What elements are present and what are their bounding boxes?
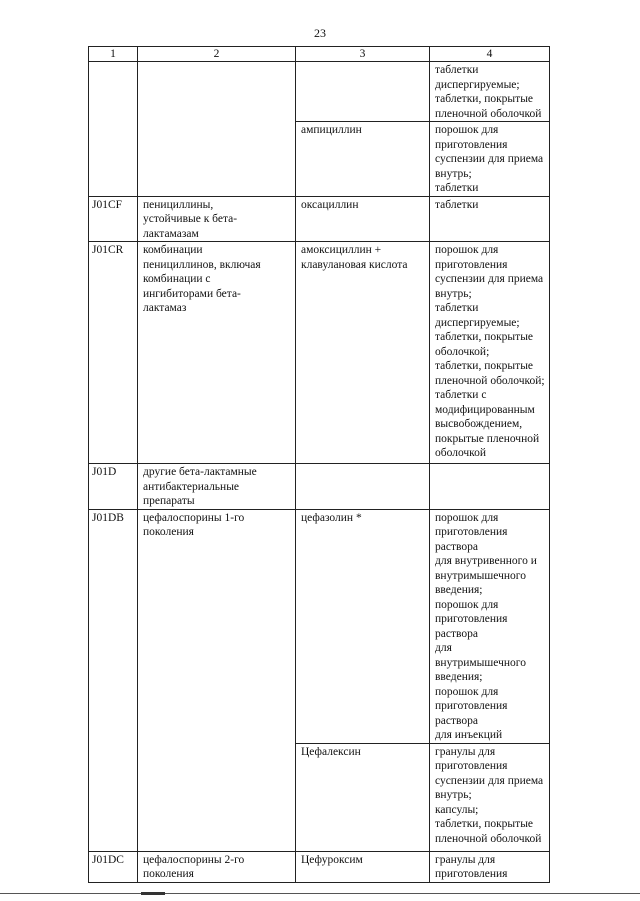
group-cell bbox=[138, 62, 296, 197]
drug-name-cell: Цефуроксим bbox=[296, 851, 430, 882]
table-row bbox=[89, 242, 550, 464]
group-cell: другие бета-лактамные антибактериальные препараты bbox=[138, 464, 296, 510]
dosage-forms-cell: гранулы для приготовления bbox=[430, 851, 550, 882]
table-row bbox=[89, 62, 550, 122]
drug-table bbox=[88, 46, 550, 883]
dosage-forms-cell: таблетки диспергируемые; таблетки, покрытые пленочной оболочкой bbox=[430, 62, 550, 122]
atc-code-cell: J01DB bbox=[89, 509, 138, 851]
dosage-forms-cell: таблетки bbox=[430, 196, 550, 242]
page-bottom-rule bbox=[0, 893, 640, 894]
column-header-3: 3 bbox=[296, 47, 430, 62]
page-bottom-mark bbox=[141, 892, 165, 895]
table-row bbox=[89, 509, 550, 743]
column-header-2: 2 bbox=[138, 47, 296, 62]
column-header-1: 1 bbox=[89, 47, 138, 62]
group-cell: цефалоспорины 1-го поколения bbox=[138, 509, 296, 851]
atc-code-cell: J01CF bbox=[89, 196, 138, 242]
dosage-forms-cell bbox=[430, 464, 550, 510]
atc-code-cell: J01CR bbox=[89, 242, 138, 464]
atc-code-cell: J01D bbox=[89, 464, 138, 510]
group-cell: комбинации пенициллинов, включая комбинации с ингибиторами бета- лактамаз bbox=[138, 242, 296, 464]
drug-name-cell: Цефалексин bbox=[296, 743, 430, 851]
drug-name-cell: ампициллин bbox=[296, 122, 430, 197]
dosage-forms-cell: порошок для приготовления суспензии для приема внутрь; таблетки bbox=[430, 122, 550, 197]
page-number: 23 bbox=[314, 26, 326, 40]
table-row bbox=[89, 851, 550, 882]
table-row bbox=[89, 196, 550, 242]
dosage-forms-cell: гранулы для приготовления суспензии для приема внутрь; капсулы; таблетки, покрытые пленочной оболочкой bbox=[430, 743, 550, 851]
drug-name-cell: цефазолин * bbox=[296, 509, 430, 743]
table-header-row bbox=[89, 47, 550, 62]
group-cell: пенициллины, устойчивые к бета- лактамазам bbox=[138, 196, 296, 242]
drug-name-cell: оксациллин bbox=[296, 196, 430, 242]
group-cell: цефалоспорины 2-го поколения bbox=[138, 851, 296, 882]
atc-code-cell bbox=[89, 62, 138, 197]
drug-name-cell bbox=[296, 464, 430, 510]
dosage-forms-cell: порошок для приготовления раствора для внутривенного и внутримышечного введения; порошок для приготовления раствора для внутримышечного введения; порошок для приготовления раствора для инъекций bbox=[430, 509, 550, 743]
column-header-4: 4 bbox=[430, 47, 550, 62]
drug-name-cell bbox=[296, 62, 430, 122]
atc-code-cell: J01DC bbox=[89, 851, 138, 882]
dosage-forms-cell: порошок для приготовления суспензии для приема внутрь; таблетки диспергируемые; таблетки, покрытые оболочкой; таблетки, покрытые пленочной оболочкой; таблетки с модифицированным высвобождением, покрытые пленочной оболочкой bbox=[430, 242, 550, 464]
drug-name-cell: амоксициллин + клавулановая кислота bbox=[296, 242, 430, 464]
table-row bbox=[89, 464, 550, 510]
